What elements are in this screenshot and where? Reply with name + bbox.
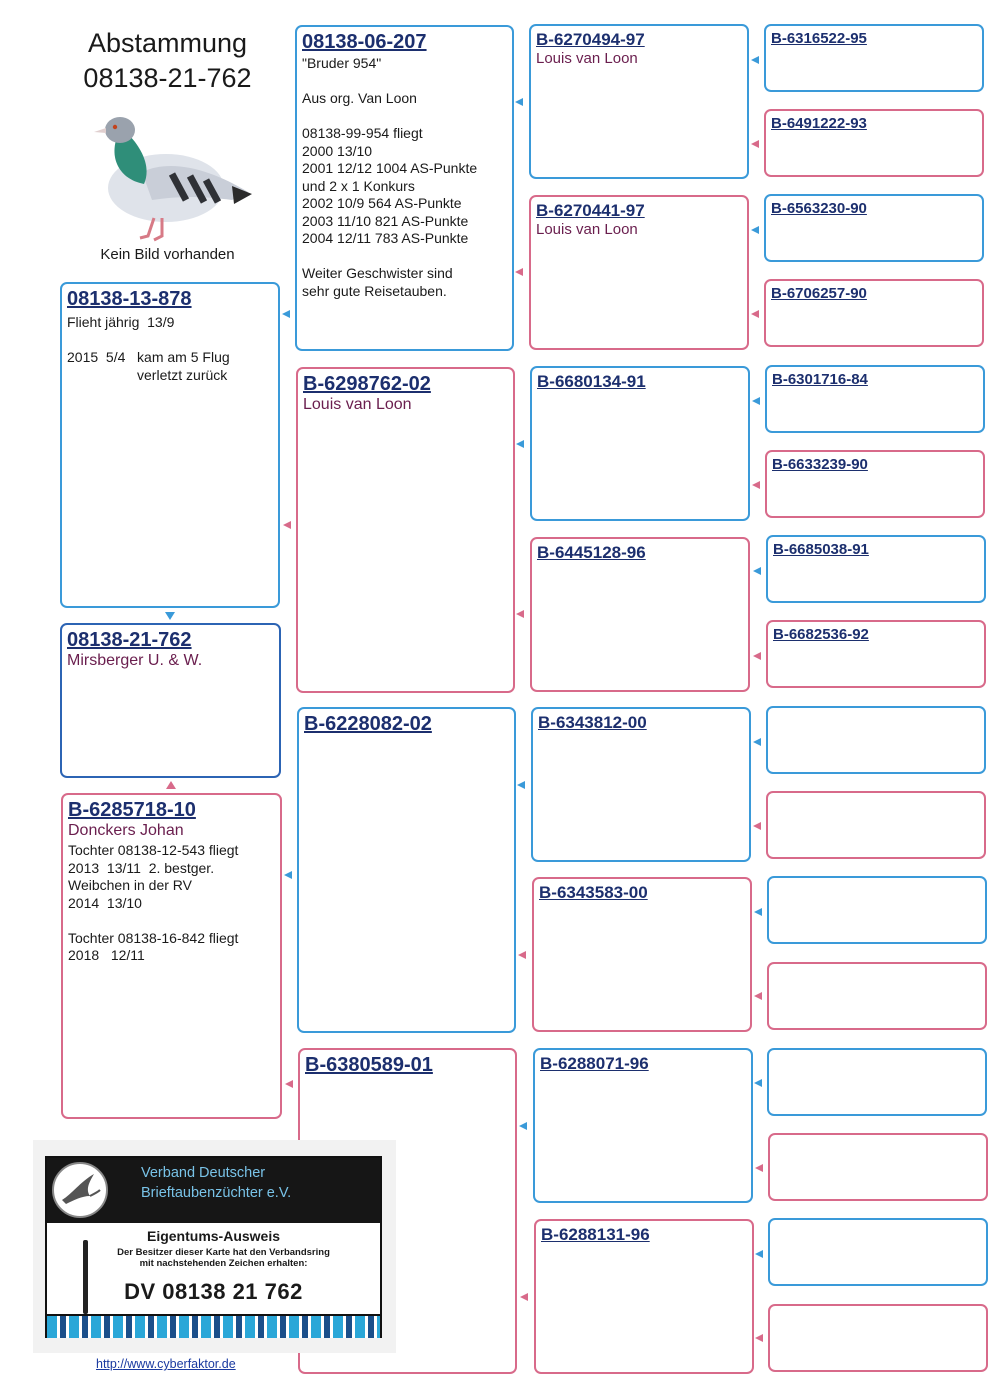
- card-decorative-band: [47, 1314, 380, 1338]
- title-ring-number: 08138-21-762: [83, 63, 252, 93]
- gen2-info-line: Aus org. Van Loon: [302, 90, 417, 106]
- gen3-arrow: [516, 440, 524, 448]
- gen3-box-1: [529, 24, 749, 179]
- gen3-ring: B-6680134-91: [537, 372, 646, 391]
- gen3-breeder: Louis van Loon: [536, 221, 638, 238]
- grandsire-paternal-box: [295, 25, 514, 351]
- sire-box: [60, 282, 280, 608]
- gen3-ring: B-6270441-97: [536, 201, 645, 220]
- dam-to-subject-arrow: [166, 781, 176, 789]
- gen4-box-8: [766, 620, 986, 688]
- gen2-ring: B-6228082-02: [304, 713, 432, 735]
- dove-logo-icon: [52, 1162, 108, 1218]
- gen2-info-line: sehr gute Reisetauben.: [302, 282, 447, 299]
- sire-to-subject-arrow: [165, 612, 175, 620]
- dam-info-line: 2014 13/10: [68, 894, 142, 911]
- gen4-box-5: [765, 365, 985, 433]
- gen4-arrow: [752, 481, 760, 489]
- gen4-box-14: [768, 1133, 988, 1201]
- gen4-arrow: [754, 908, 762, 916]
- gen2-arrow: [282, 310, 290, 318]
- gen2-ring: B-6380589-01: [305, 1054, 433, 1076]
- pedigree-title: [60, 26, 275, 96]
- sire-info-line: verletzt zurück: [67, 366, 228, 383]
- gen4-box-15: [768, 1218, 988, 1286]
- gen2-info-line: 2002 10/9 564 AS-Punkte: [302, 195, 462, 211]
- gen3-ring: B-6288131-96: [541, 1225, 650, 1244]
- gen2-arrow: [285, 1080, 293, 1088]
- dam-info-line: 2013 13/11 2. bestger.: [68, 859, 215, 876]
- gen2-info-line: 2003 11/10 821 AS-Punkte: [302, 212, 469, 229]
- gen4-arrow: [754, 992, 762, 1000]
- gen2-breeder: Louis van Loon: [303, 396, 412, 413]
- gen3-arrow: [518, 951, 526, 959]
- dam-info-line: Tochter 08138-12-543 fliegt: [68, 842, 239, 858]
- dam-info-line: [68, 912, 276, 930]
- card-org-line: Verband Deutscher: [141, 1165, 266, 1181]
- gen4-arrow: [753, 567, 761, 575]
- gen2-info-line: 2000 13/10: [302, 142, 373, 159]
- gen3-box-3: [530, 366, 750, 521]
- card-header: [47, 1158, 380, 1223]
- gen2-info-line: 2001 12/12 1004 AS-Punkte: [302, 160, 478, 176]
- gen4-arrow: [752, 397, 760, 405]
- gen4-box-1: [764, 24, 984, 92]
- gen4-box-16: [768, 1304, 988, 1372]
- sire-ring: 08138-13-878: [67, 288, 192, 310]
- gen2-info: [302, 55, 508, 300]
- gen4-box-12: [767, 962, 987, 1030]
- sire-info: [67, 314, 274, 384]
- gen4-box-7: [766, 535, 986, 603]
- sire-info-line: Flieht jährig 13/9: [67, 314, 175, 330]
- gen4-ring: B-6491222-93: [771, 115, 867, 132]
- gen3-box-8: [534, 1219, 754, 1374]
- sire-info-line: 2015 5/4 kam am 5 Flug: [67, 349, 230, 365]
- title-heading: Abstammung: [87, 28, 248, 58]
- gen3-ring: B-6343812-00: [538, 713, 647, 732]
- card-org-line: Brieftaubenzüchter e.V.: [141, 1185, 292, 1201]
- gen3-arrow: [520, 1293, 528, 1301]
- gen3-box-2: [529, 195, 749, 350]
- gen4-box-3: [764, 194, 984, 262]
- gen2-info-line: 08138-99-954 fliegt: [302, 125, 423, 141]
- gen4-box-4: [764, 279, 984, 347]
- gen2-info-line: 2004 12/11 783 AS-Punkte: [302, 230, 469, 246]
- gen2-arrow: [284, 871, 292, 879]
- gen4-box-2: [764, 109, 984, 177]
- gen4-ring: B-6316522-95: [771, 30, 867, 47]
- dam-ring: B-6285718-10: [68, 799, 196, 821]
- gen3-box-6: [532, 877, 752, 1032]
- gen4-arrow: [753, 652, 761, 660]
- gen4-arrow: [755, 1250, 763, 1258]
- gen2-ring: B-6298762-02: [303, 373, 431, 395]
- gen4-arrow: [755, 1164, 763, 1172]
- gen3-arrow: [516, 610, 524, 618]
- gen4-ring: B-6706257-90: [771, 285, 867, 302]
- gen3-ring: B-6288071-96: [540, 1054, 649, 1073]
- gen2-info-line: Weiter Geschwister sind: [302, 265, 453, 281]
- subject-box: [60, 623, 281, 778]
- gen3-box-5: [531, 707, 751, 862]
- dam-breeder: Donckers Johan: [68, 822, 184, 839]
- gen4-arrow: [751, 56, 759, 64]
- dam-info: [68, 842, 276, 965]
- gen4-arrow: [751, 310, 759, 318]
- granddam-paternal-box: [296, 367, 515, 693]
- dam-box: [61, 793, 282, 1119]
- gen4-box-10: [766, 791, 986, 859]
- gen4-ring: B-6633239-90: [772, 456, 868, 473]
- gen4-arrow: [754, 1079, 762, 1087]
- grandsire-maternal-box: [297, 707, 516, 1033]
- gen2-info-line: [302, 108, 508, 126]
- card-sub-line: mit nachstehenden Zeichen erhalten:: [139, 1258, 308, 1269]
- card-subtitle: [67, 1247, 380, 1269]
- subject-breeder: Mirsberger U. & W.: [67, 652, 203, 669]
- gen2-info-line: [302, 73, 508, 91]
- gen3-arrow: [515, 268, 523, 276]
- gen3-ring: B-6270494-97: [536, 30, 645, 49]
- gen4-arrow: [753, 738, 761, 746]
- gen4-box-11: [767, 876, 987, 944]
- gen3-ring: B-6445128-96: [537, 543, 646, 562]
- ownership-card-frame: [45, 1156, 382, 1338]
- gen4-box-9: [766, 706, 986, 774]
- gen4-arrow: [753, 822, 761, 830]
- card-sub-line: Der Besitzer dieser Karte hat den Verbandsring: [117, 1247, 330, 1258]
- gen3-arrow: [515, 98, 523, 106]
- subject-ring: 08138-21-762: [67, 629, 192, 651]
- gen2-info-line: "Bruder 954": [302, 55, 382, 71]
- dam-info-line: Weibchen in der RV: [68, 877, 192, 893]
- gen2-info-line: und 2 x 1 Konkurs: [302, 177, 415, 194]
- gen4-ring: B-6685038-91: [773, 541, 869, 558]
- dam-info-line: 2018 12/11: [68, 947, 145, 963]
- gen4-ring: B-6563230-90: [771, 200, 867, 217]
- gen2-ring: 08138-06-207: [302, 31, 427, 53]
- gen4-box-13: [767, 1048, 987, 1116]
- gen3-arrow: [519, 1122, 527, 1130]
- gen3-breeder: Louis van Loon: [536, 50, 638, 67]
- gen4-ring: B-6682536-92: [773, 626, 869, 643]
- card-ring-number: DV 08138 21 762: [124, 1279, 303, 1304]
- footer-website-link[interactable]: http://www.cyberfaktor.de: [96, 1357, 236, 1371]
- gen3-ring: B-6343583-00: [539, 883, 648, 902]
- gen4-box-6: [765, 450, 985, 518]
- gen3-arrow: [517, 781, 525, 789]
- gen4-arrow: [751, 226, 759, 234]
- gen4-arrow: [755, 1334, 763, 1342]
- gen4-arrow: [751, 140, 759, 148]
- pigeon-illustration: [82, 100, 252, 246]
- photo-caption: Kein Bild vorhanden: [100, 246, 235, 263]
- gen3-box-4: [530, 537, 750, 692]
- sire-info-line: [67, 332, 274, 350]
- gen3-box-7: [533, 1048, 753, 1203]
- ownership-card: [33, 1140, 396, 1353]
- card-title: Eigentums-Ausweis: [146, 1228, 281, 1244]
- gen4-ring: B-6301716-84: [772, 371, 868, 388]
- gen2-arrow: [283, 521, 291, 529]
- card-organization: [141, 1163, 291, 1203]
- gen2-info-line: [302, 248, 508, 266]
- dam-info-line: Tochter 08138-16-842 fliegt: [68, 929, 239, 946]
